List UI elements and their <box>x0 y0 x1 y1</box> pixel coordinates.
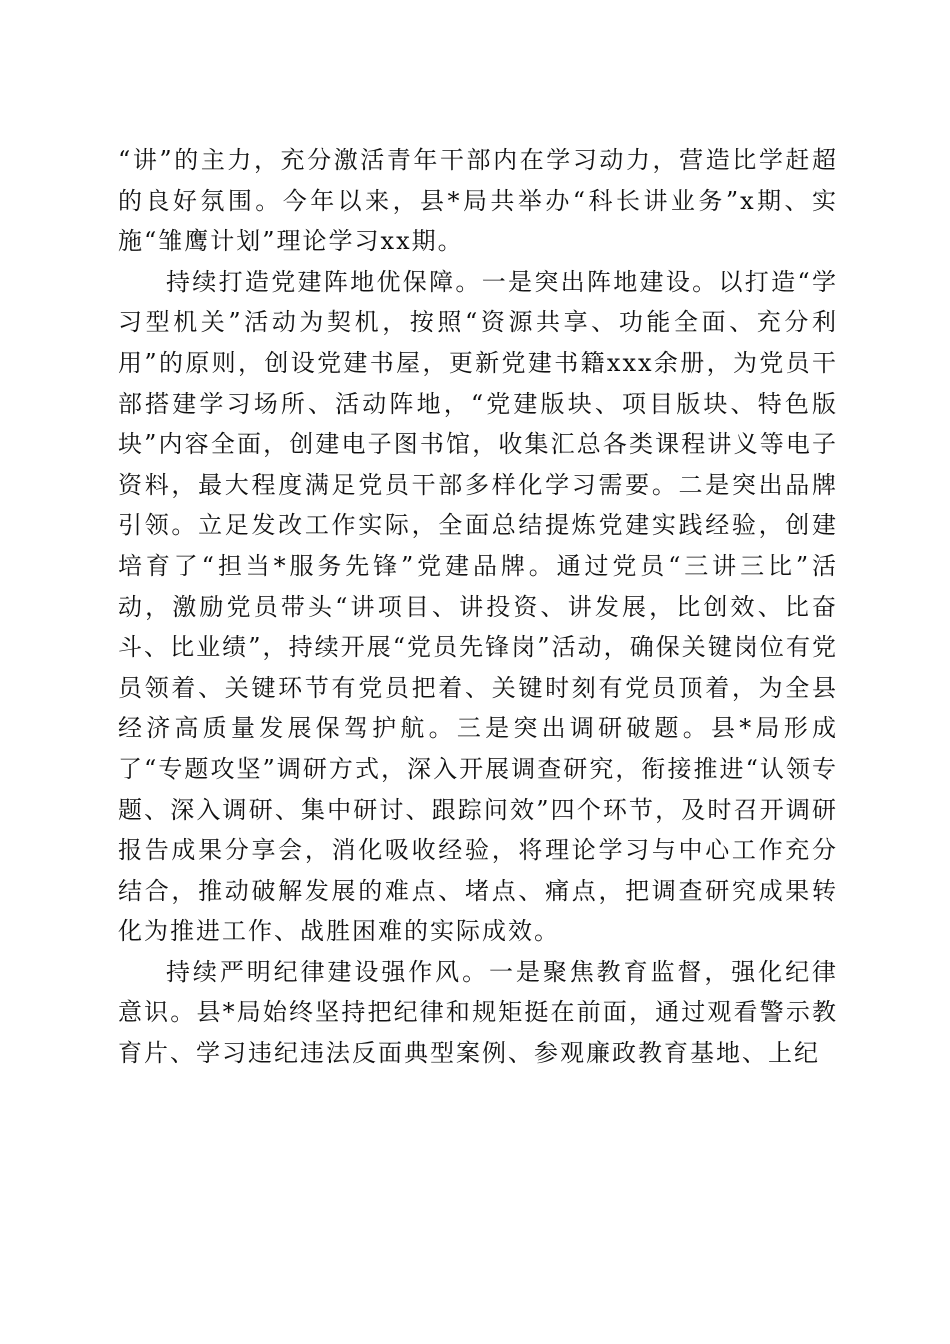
document-body <box>118 140 838 1074</box>
paragraph-party-building-position: 持续打造党建阵地优保障。一是突出阵地建设。以打造“学习型机关”活动为契机，按照“资源共享、功能全面、充分利用”的原则，创设党建书屋，更新党建书籍xxx余册，为党员干部搭建学习场所、活动阵地，“党建版块、项目版块、特色版块”内容全面，创建电子图书馆，收集汇总各类课程讲义等电子资料，最大程度满足党员干部多样化学习需要。二是突出品牌引领。立足发改工作实际，全面总结提炼党建实践经验，创建培育了“担当*服务先锋”党建品牌。通过党员“三讲三比”活动，激励党员带头“讲项目、讲投资、讲发展，比创效、比奋斗、比业绩”，持续开展“党员先锋岗”活动，确保关键岗位有党员领着、关键环节有党员把着、关键时刻有党员顶着，为全县经济高质量发展保驾护航。三是突出调研破题。县*局形成了“专题攻坚”调研方式，深入开展调查研究，衔接推进“认领专题、深入调研、集中研讨、跟踪问效”四个环节，及时召开调研报告成果分享会，消化吸收经验，将理论学习与中心工作充分结合，推动破解发展的难点、堵点、痛点，把调查研究成果转化为推进工作、战胜困难的实际成效。 <box>118 267 838 946</box>
paragraph-discipline-building: 持续严明纪律建设强作风。一是聚焦教育监督，强化纪律意识。县*局始终坚持把纪律和规矩挺在前面，通过观看警示教育片、学习违纪违法反面典型案例、参观廉政教育基地、上纪 <box>118 957 838 1068</box>
paragraph-continuation: “讲”的主力，充分激活青年干部内在学习动力，营造比学赶超的良好氛围。今年以来，县*局共举办“科长讲业务”x期、实施“雏鹰计划”理论学习xx期。 <box>118 146 838 256</box>
